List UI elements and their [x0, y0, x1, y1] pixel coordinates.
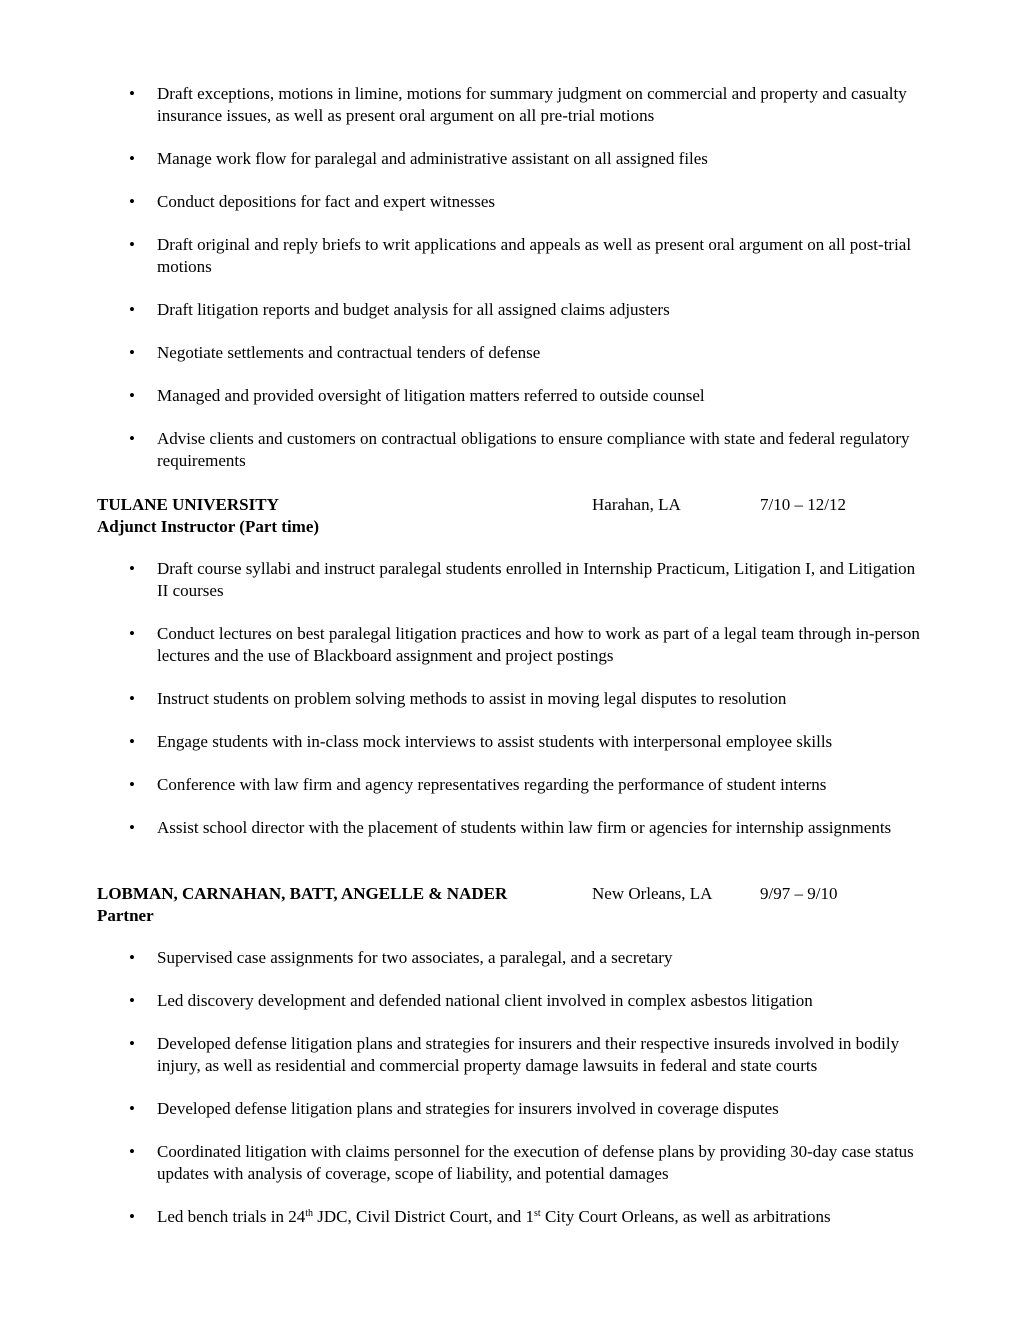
- tulane-duties-list: [0, 558, 1024, 839]
- bullet-icon: •: [129, 149, 135, 168]
- bullet-icon: •: [129, 818, 135, 837]
- bullet-text: Conduct lectures on best paralegal litigation practices and how to work as part of a legal team through in-person lectures and the use of Blackboard assignment and project postings: [157, 624, 920, 665]
- bullet-text: Conduct depositions for fact and expert witnesses: [157, 192, 496, 211]
- list-item: [0, 1098, 1024, 1120]
- bullet-icon: •: [129, 991, 135, 1010]
- list-item: [0, 1206, 1024, 1228]
- list-item: [0, 428, 1024, 472]
- bullet-text: Instruct students on problem solving methods to assist in moving legal disputes to resolution: [157, 689, 787, 708]
- bullet-icon: •: [129, 84, 135, 103]
- bullet-icon: •: [129, 1142, 135, 1161]
- bullet-icon: •: [129, 1034, 135, 1053]
- lobman-section: [0, 883, 1024, 1249]
- bullet-icon: •: [129, 192, 135, 211]
- bullet-text: Assist school director with the placement of students within law firm or agencies for internship assignments: [157, 818, 892, 837]
- bullet-text: Draft course syllabi and instruct paralegal students enrolled in Internship Practicum, Litigation I, and Litigation II courses: [157, 559, 916, 600]
- list-item: [0, 817, 1024, 839]
- job-location: New Orleans, LA: [592, 884, 713, 903]
- continued-duties-section: [0, 83, 1024, 493]
- bullet-text: Engage students with in-class mock interviews to assist students with interpersonal employee skills: [157, 732, 833, 751]
- lobman-duties-list: [0, 947, 1024, 1228]
- bullet-icon: •: [129, 429, 135, 448]
- bullet-text: Draft original and reply briefs to writ applications and appeals as well as present oral argument on all post-trial motions: [157, 235, 912, 276]
- bullet-icon: •: [129, 1099, 135, 1118]
- bullet-text: Draft litigation reports and budget analysis for all assigned claims adjusters: [157, 300, 670, 319]
- organization-name: LOBMAN, CARNAHAN, BATT, ANGELLE & NADER: [97, 884, 508, 903]
- bullet-text: Supervised case assignments for two associates, a paralegal, and a secretary: [157, 948, 673, 967]
- bullet-text: Developed defense litigation plans and strategies for insurers involved in coverage disputes: [157, 1099, 779, 1118]
- bullet-text: Coordinated litigation with claims personnel for the execution of defense plans by providing 30-day case status updates with analysis of coverage, scope of liability, and potential damages: [157, 1142, 914, 1183]
- job-header: [0, 494, 1024, 538]
- bullet-text: Developed defense litigation plans and strategies for insurers and their respective insureds involved in bodily injury, as well as residential and commercial property damage lawsuits in federal and state courts: [157, 1034, 900, 1075]
- bullet-text: Negotiate settlements and contractual tenders of defense: [157, 343, 541, 362]
- list-item: [0, 299, 1024, 321]
- list-item: [0, 623, 1024, 667]
- ordinal-suffix: st: [534, 1208, 541, 1219]
- bullet-text-part: City Court Orleans, as well as arbitrations: [540, 1207, 831, 1226]
- bullet-text: Conference with law firm and agency representatives regarding the performance of student interns: [157, 775, 827, 794]
- bullet-icon: •: [129, 235, 135, 254]
- list-item: [0, 385, 1024, 407]
- list-item: [0, 342, 1024, 364]
- bullet-icon: •: [129, 948, 135, 967]
- list-item: [0, 191, 1024, 213]
- bullet-icon: •: [129, 624, 135, 643]
- list-item: [0, 774, 1024, 796]
- list-item: [0, 148, 1024, 170]
- bullet-text-part: Led bench trials in 24: [157, 1207, 306, 1226]
- tulane-section: [0, 494, 1024, 860]
- list-item: [0, 1033, 1024, 1077]
- list-item: [0, 558, 1024, 602]
- bullet-icon: •: [129, 1207, 135, 1226]
- bullet-icon: •: [129, 343, 135, 362]
- list-item: [0, 83, 1024, 127]
- bullet-text: Advise clients and customers on contractual obligations to ensure compliance with state and federal regulatory requirements: [157, 429, 910, 470]
- bullet-icon: •: [129, 559, 135, 578]
- list-item: [0, 1141, 1024, 1185]
- job-location: Harahan, LA: [592, 495, 681, 514]
- job-header: [0, 883, 1024, 927]
- bullet-text: Draft exceptions, motions in limine, motions for summary judgment on commercial and property and casualty insurance issues, as well as present oral argument on all pre-trial motions: [157, 84, 907, 125]
- continued-duties-list: [0, 83, 1024, 472]
- job-title: Adjunct Instructor (Part time): [97, 517, 320, 536]
- list-item: [0, 731, 1024, 753]
- bullet-text: Managed and provided oversight of litigation matters referred to outside counsel: [157, 386, 705, 405]
- list-item: [0, 234, 1024, 278]
- bullet-icon: •: [129, 775, 135, 794]
- bullet-icon: •: [129, 300, 135, 319]
- job-title: Partner: [97, 906, 154, 925]
- job-dates: 7/10 – 12/12: [760, 495, 846, 514]
- bullet-text: Manage work flow for paralegal and administrative assistant on all assigned files: [157, 149, 708, 168]
- bullet-text-part: JDC, Civil District Court, and 1: [313, 1207, 535, 1226]
- list-item: [0, 990, 1024, 1012]
- list-item: [0, 688, 1024, 710]
- bullet-icon: •: [129, 732, 135, 751]
- bullet-text: [157, 1206, 928, 1228]
- bullet-icon: •: [129, 386, 135, 405]
- bullet-text: Led discovery development and defended national client involved in complex asbestos litigation: [157, 991, 813, 1010]
- job-dates: 9/97 – 9/10: [760, 884, 838, 903]
- bullet-icon: •: [129, 689, 135, 708]
- ordinal-suffix: th: [305, 1208, 314, 1219]
- organization-name: TULANE UNIVERSITY: [97, 495, 279, 514]
- list-item: [0, 947, 1024, 969]
